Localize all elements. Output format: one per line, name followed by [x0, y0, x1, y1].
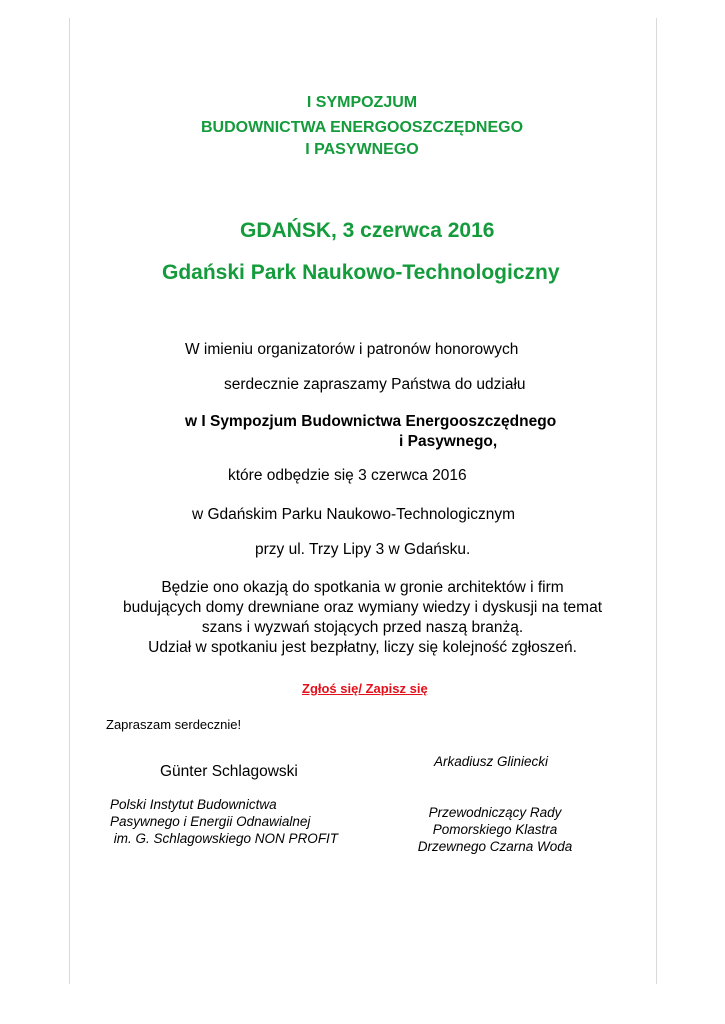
event-where: w Gdańskim Parku Naukowo-Technologicznym — [192, 506, 516, 523]
left-signatory-org-line-3: im. G. Schlagowskiego NON PROFIT — [110, 831, 339, 846]
title-line-2: BUDOWNICTWA ENERGOOSZCZĘDNEGO — [200, 119, 524, 136]
event-name-line-2: i Pasywnego, — [399, 433, 498, 450]
event-venue: Gdański Park Naukowo-Technologiczny — [162, 261, 560, 284]
paragraph-line-3: szans i wyzwań stojących przed naszą branżą. — [201, 619, 524, 636]
title-line-3: I PASYWNEGO — [305, 141, 419, 158]
invitation-line-2: serdecznie zapraszamy Państwa do udziału — [224, 376, 526, 393]
register-link[interactable]: Zgłoś się/ Zapisz się — [302, 681, 428, 696]
page-edge-right — [656, 18, 657, 984]
right-signatory-name: Arkadiusz Gliniecki — [434, 754, 549, 769]
invitation-line-1: W imieniu organizatorów i patronów honorowych — [185, 341, 519, 358]
event-address: przy ul. Trzy Lipy 3 w Gdańsku. — [255, 541, 471, 558]
right-signatory-org-line-1: Przewodniczący Rady — [428, 805, 562, 820]
paragraph-line-1: Będzie ono okazją do spotkania w gronie architektów i firm — [161, 579, 564, 596]
event-when: które odbędzie się 3 czerwca 2016 — [228, 467, 467, 484]
page-edge-left — [69, 18, 70, 984]
left-signatory-org-line-2: Pasywnego i Energii Odnawialnej — [110, 814, 311, 829]
event-date-location: GDAŃSK, 3 czerwca 2016 — [240, 219, 495, 242]
left-signatory-name: Günter Schlagowski — [160, 763, 298, 780]
event-name-line-1: w I Sympozjum Budownictwa Energooszczędnego — [185, 413, 557, 430]
closing-greeting: Zapraszam serdecznie! — [106, 717, 242, 732]
title-line-1: I SYMPOZJUM — [306, 94, 418, 111]
right-signatory-org-line-2: Pomorskiego Klastra — [432, 822, 558, 837]
paragraph-line-2: budujących domy drewniane oraz wymiany wiedzy i dyskusji na temat — [123, 599, 602, 616]
paragraph-line-4: Udział w spotkaniu jest bezpłatny, liczy się kolejność zgłoszeń. — [148, 639, 577, 656]
right-signatory-org-line-3: Drzewnego Czarna Woda — [417, 839, 573, 854]
left-signatory-org-line-1: Polski Instytut Budownictwa — [110, 797, 277, 812]
